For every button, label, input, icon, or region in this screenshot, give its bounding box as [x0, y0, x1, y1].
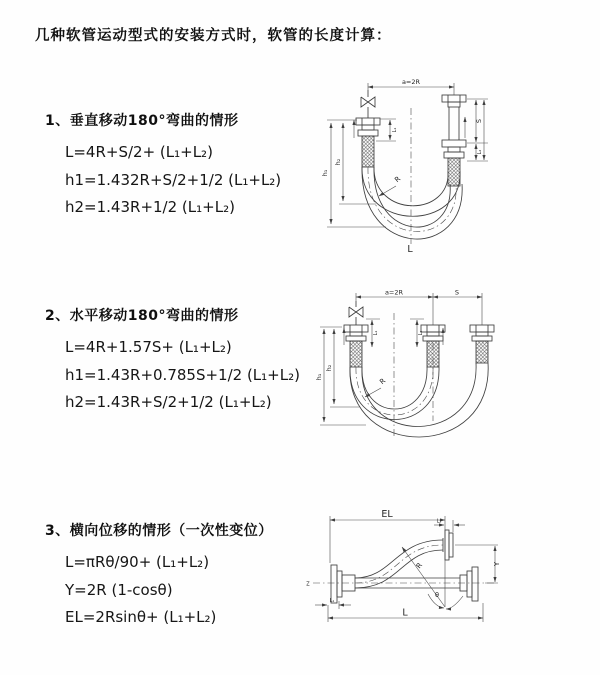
dim-label-h1: h₁ [315, 373, 323, 381]
section-2-heading: 2、水平移动180°弯曲的情形 [45, 308, 239, 324]
extension-line [356, 293, 482, 325]
formula: h2=1.43R+1/2 (L₁+L₂) [65, 198, 235, 216]
braided-hose-end [362, 136, 374, 167]
dim-label-s: S [454, 288, 460, 297]
flange [358, 130, 378, 136]
dim-label-h2: h₂ [325, 364, 333, 372]
formula: h2=1.43R+S/2+1/2 (L₁+L₂) [65, 393, 272, 411]
section-1 [45, 110, 330, 222]
flange [472, 567, 478, 601]
pipe-walls [449, 107, 459, 140]
flange [445, 530, 449, 560]
dim-label-l1: L₁ [373, 330, 379, 336]
flange [476, 332, 488, 336]
flange [442, 140, 466, 147]
axis-label: Z [306, 581, 310, 588]
formula: L=4R+S/2+ (L₁+L₂) [65, 143, 213, 161]
dim-label-l1: L₁ [329, 598, 335, 604]
angle-label: θ [435, 591, 439, 599]
dimensions [315, 289, 482, 426]
dim-label-a2r: a=2R [401, 78, 421, 86]
hose-wall [355, 540, 443, 578]
flange-detail [427, 325, 439, 332]
flange [442, 95, 466, 102]
flange [337, 571, 342, 597]
flange [344, 325, 368, 332]
page-title: 几种软管运动型式的安装方式时，软管的长度计算： [35, 28, 392, 44]
flange [448, 102, 460, 107]
braided-hose-end [476, 341, 488, 363]
formula: L=4R+1.57S+ (L₁+L₂) [65, 338, 232, 356]
dim-label-y: Y [493, 561, 501, 567]
hose-centerline [368, 167, 456, 232]
dim-label-h2: h₂ [334, 158, 342, 166]
diagram-horizontal-180-bend [310, 285, 600, 470]
dim-label-l1: L₁ [392, 127, 398, 133]
section-3-formulas [65, 549, 330, 632]
u-hose [362, 108, 462, 244]
formula: L=πRθ/90+ (L₁+L₂) [65, 553, 210, 571]
flange [448, 147, 460, 152]
hose-centerline [356, 367, 433, 415]
formula: Y=2R (1-cosθ) [65, 580, 173, 599]
straight-pipe [355, 567, 478, 601]
hose-arc [362, 367, 427, 409]
flange [427, 332, 439, 336]
braided-hose-end [448, 158, 460, 186]
flange [449, 533, 453, 557]
flange [421, 325, 445, 332]
radius-label: R [414, 561, 425, 571]
dim-label-l2: L₂ [436, 518, 442, 525]
left-pipe [354, 90, 380, 167]
flange [423, 336, 443, 341]
flange-detail [350, 325, 362, 332]
flange [356, 118, 380, 125]
dim-label-l: L [407, 244, 413, 255]
right-pipe [442, 95, 466, 186]
flange [470, 325, 494, 332]
flange-detail [476, 325, 488, 332]
diagram-lateral-displacement [295, 505, 600, 675]
dimensions [321, 78, 488, 255]
radius-label: R [378, 376, 388, 387]
hose-centerline [355, 545, 443, 583]
hose-arc [374, 167, 450, 227]
extension-line [455, 545, 498, 583]
section-1-heading: 1、垂直移动180°弯曲的情形 [45, 113, 239, 129]
section-1-formulas [65, 139, 330, 222]
dim-label-el: EL [381, 509, 393, 520]
dim-label-s: S [475, 118, 483, 124]
formula: h1=1.43R+0.785S+1/2 (L₁+L₂) [65, 365, 300, 384]
dim-label-l2: L₂ [477, 149, 483, 155]
flange [472, 336, 492, 341]
section-3-heading: 3、横向位移的情形（一次性变位） [45, 523, 273, 539]
dim-label-h1: h₁ [321, 169, 329, 177]
flange [467, 571, 472, 597]
valve-icon [349, 301, 363, 325]
dim-label-l: L [402, 607, 408, 619]
valve-icon [361, 90, 375, 118]
left-flange [331, 565, 355, 603]
formula: EL=2Rsinθ+ (L₁+L₂) [65, 608, 217, 626]
section-3 [45, 520, 330, 632]
diagram-vertical-180-bend [310, 70, 600, 265]
flange [444, 152, 464, 158]
flange-detail [362, 118, 374, 125]
curved-hose [355, 530, 453, 588]
angle-arc [446, 596, 463, 609]
dim-label-l2: L₂ [418, 330, 424, 336]
section-2-formulas [65, 334, 330, 417]
right-pipe [470, 325, 494, 363]
formula: h1=1.432R+S/2+1/2 (L₁+L₂) [65, 170, 282, 189]
flange [362, 125, 374, 130]
dim-label-a2r: a=2R [384, 288, 404, 297]
flange [346, 336, 366, 341]
radius-label: R [393, 174, 403, 185]
dimensions [315, 509, 501, 622]
left-pipe [344, 301, 368, 367]
flange-detail [448, 95, 460, 102]
section-2 [45, 305, 330, 417]
flange [350, 332, 362, 336]
braided-hose-end [350, 341, 362, 367]
extension-line [330, 516, 445, 607]
